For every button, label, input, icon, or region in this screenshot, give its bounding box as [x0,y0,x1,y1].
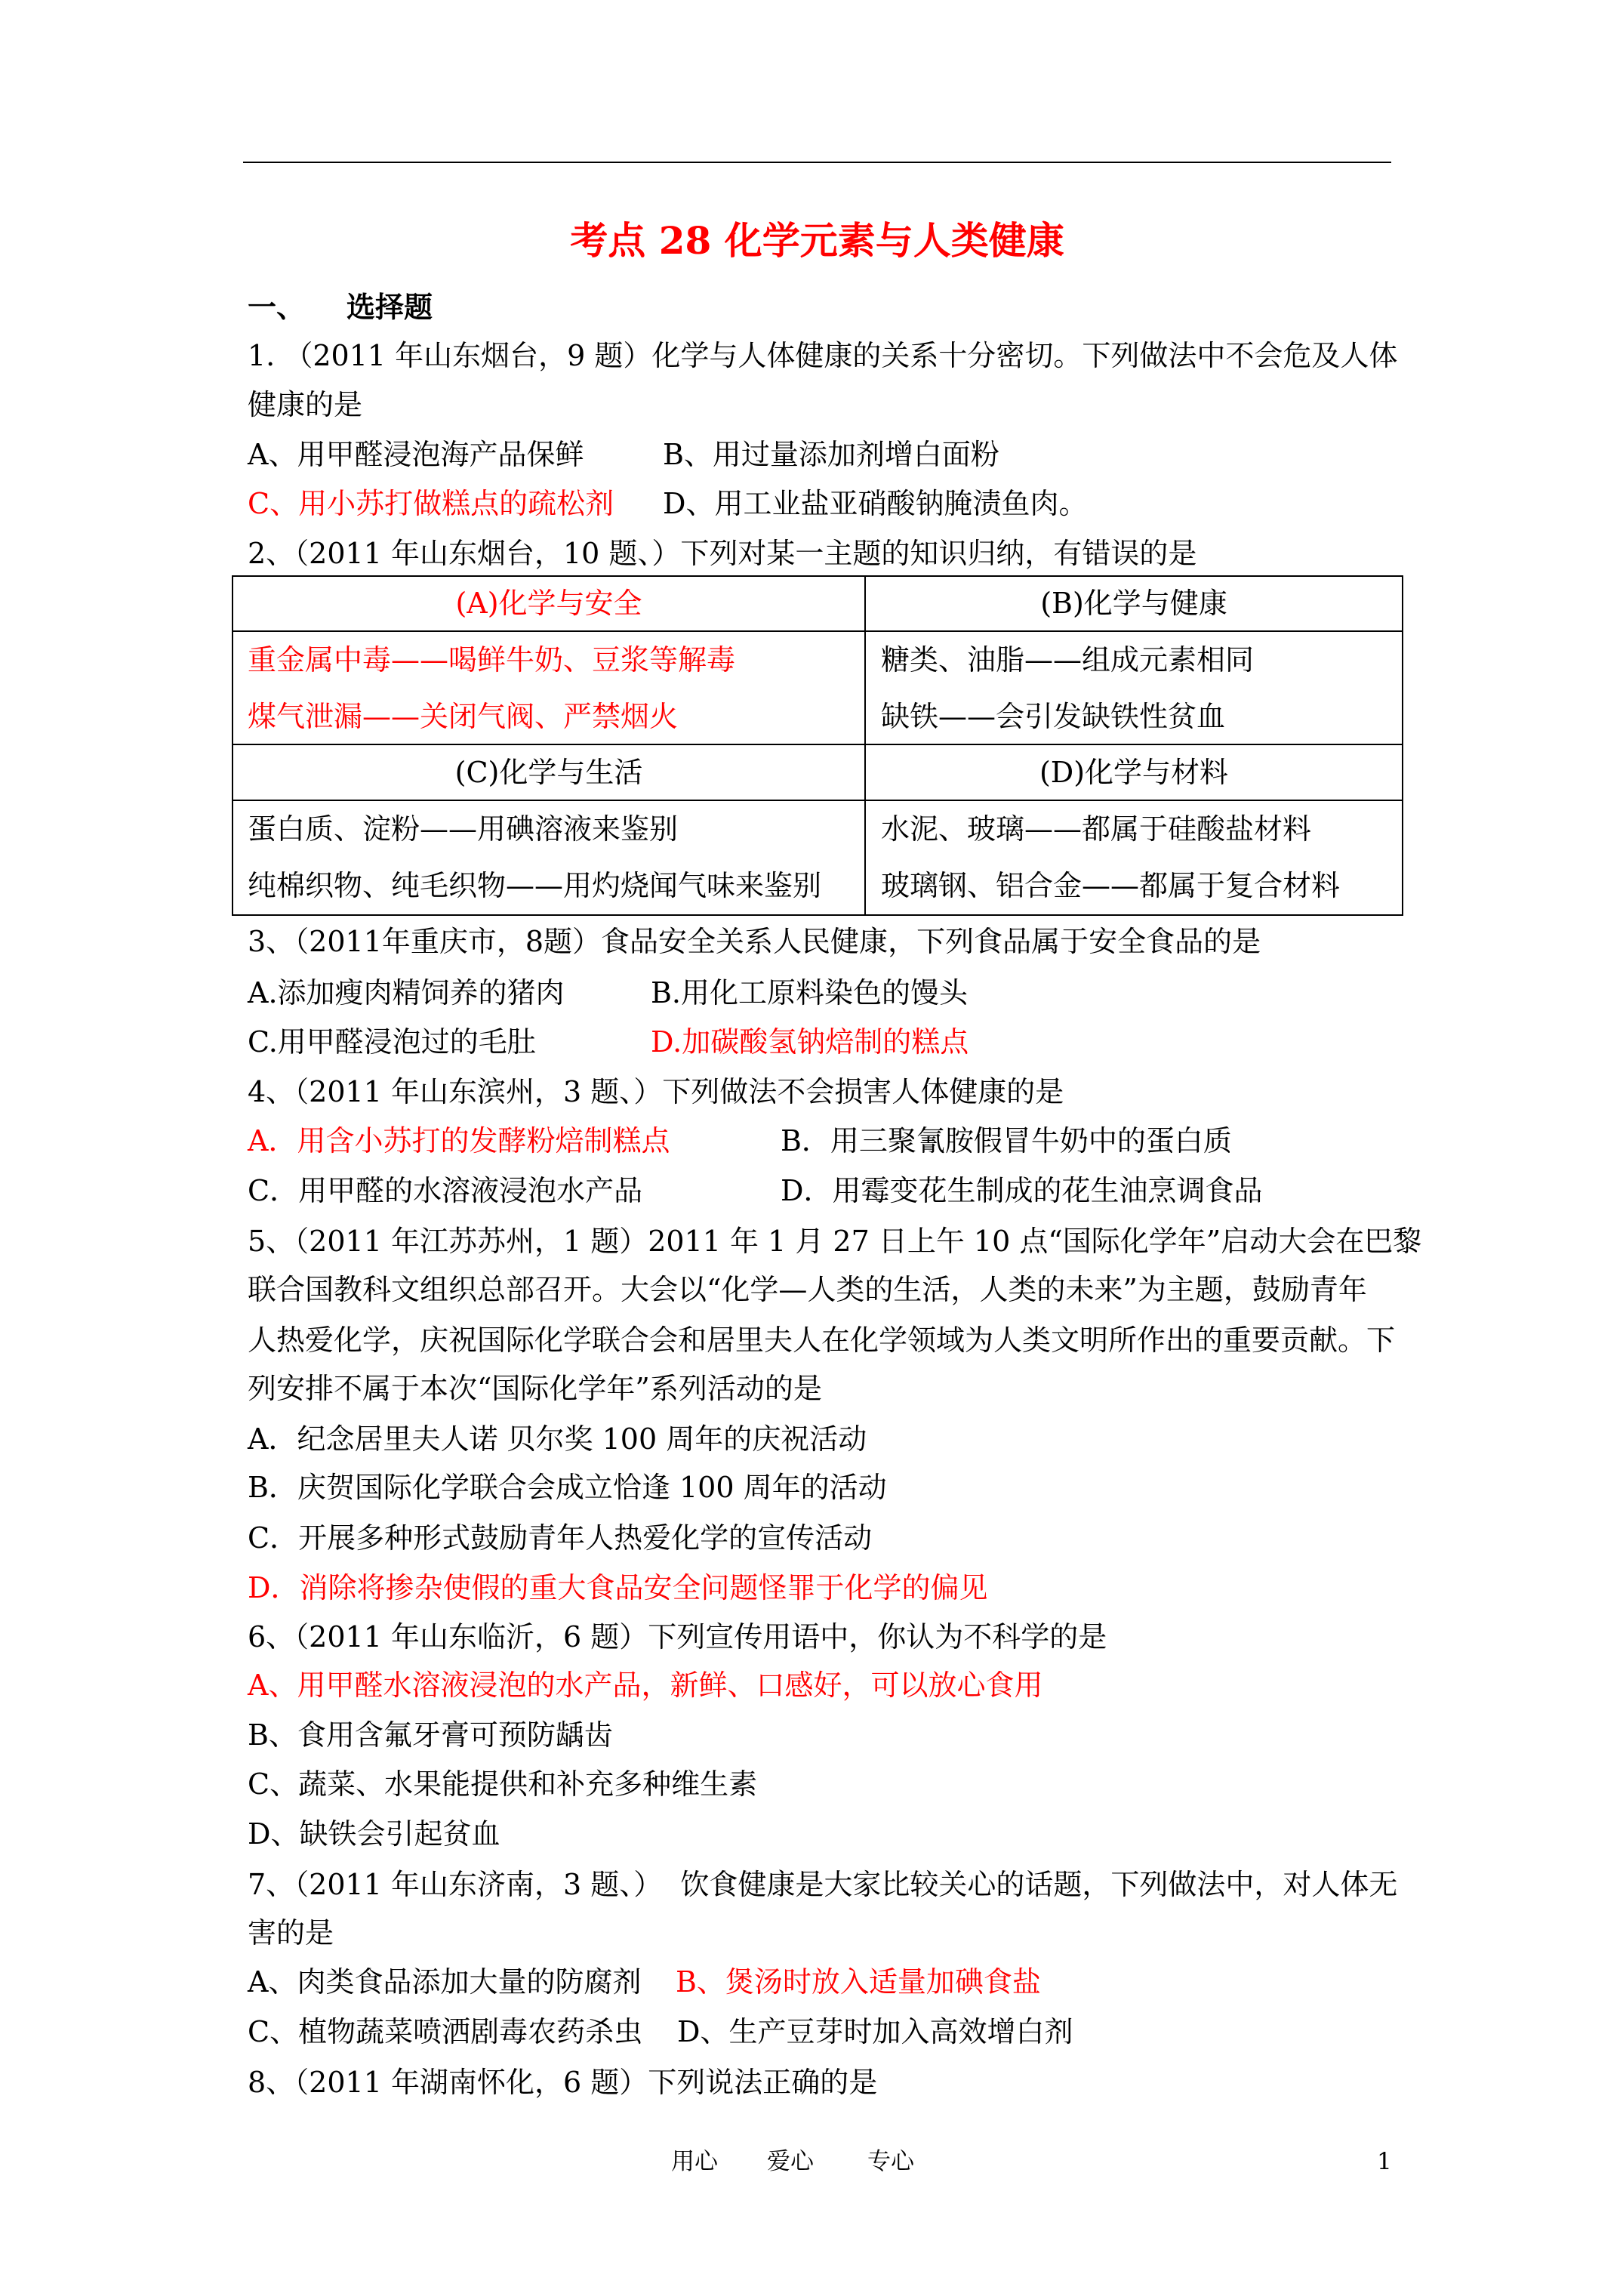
question-6-option-c: C、蔬菜、水果能提供和补充多种维生素 [248,1767,758,1801]
question-7-option-d: D、生产豆芽时加入高效增白剂 [677,2015,1073,2048]
question-3-option-b: B.用化工原料染色的馒头 [651,976,969,1009]
header-rule [243,162,1391,163]
question-7-option-c: C、植物蔬菜喷洒剧毒农药杀虫 [248,2015,643,2048]
question-1-option-b: B、用过量添加剂增白面粉 [663,438,999,471]
question-4-option-a: A．用含小苏打的发酵粉焙制糕点 [248,1124,670,1157]
table-theme-a-body [233,632,864,745]
question-5-stem-line-3: 人热爱化学，庆祝国际化学联合会和居里夫人在化学领域为人类文明所作出的重要贡献。下 [248,1324,1396,1357]
page-title: 考点 28 化学元素与人类健康 [570,218,1064,263]
question-4-stem-line-1: 4、（2011 年山东滨州，3 题、）下列做法不会损害人体健康的是 [248,1075,1064,1108]
table-theme-d-line-1: 水泥、玻璃——都属于硅酸盐材料 [881,812,1312,846]
question-5-option-c: C．开展多种形式鼓励青年人热爱化学的宣传活动 [248,1521,873,1555]
section-number: 一、 [248,290,306,324]
table-theme-a-line-1: 重金属中毒——喝鲜牛奶、豆浆等解毒 [248,643,736,676]
knowledge-table [232,575,1403,916]
footer-motto-1: 用心 [671,2148,718,2175]
page-number: 1 [1377,2148,1392,2175]
footer-motto-3: 专心 [867,2148,914,2175]
table-theme-a-heading: (A)化学与安全 [233,577,864,632]
question-3-option-c: C.用甲醛浸泡过的毛肚 [248,1025,536,1059]
table-theme-d-body [866,801,1402,914]
table-theme-a-line-2: 煤气泄漏——关闭气阀、严禁烟火 [248,700,679,733]
table-theme-c [233,745,866,914]
question-6-stem-line-1: 6、（2011 年山东临沂，6 题）下列宣传用语中，你认为不科学的是 [248,1620,1107,1653]
question-8-stem-line-1: 8、（2011 年湖南怀化，6 题）下列说法正确的是 [248,2066,878,2099]
question-7-stem-line-1: 7、（2011 年山东济南，3 题、） 饮食健康是大家比较关心的话题，下列做法中，对人体无 [248,1868,1398,1901]
table-theme-c-line-2: 纯棉织物、纯毛织物——用灼烧闻气味来鉴别 [248,869,822,902]
table-theme-c-heading: (C)化学与生活 [233,745,864,801]
question-6-option-a: A、用甲醛水溶液浸泡的水产品，新鲜、口感好，可以放心食用 [248,1669,1043,1702]
question-7-stem-line-2: 害的是 [248,1916,334,1949]
question-5-option-b: B．庆贺国际化学联合会成立恰逢 100 周年的活动 [248,1471,887,1504]
question-3-option-a: A.添加瘦肉精饲养的猪肉 [248,976,565,1009]
question-5-option-d: D．消除将掺杂使假的重大食品安全问题怪罪于化学的偏见 [248,1571,988,1604]
question-5-option-a: A．纪念居里夫人诺 贝尔奖 100 周年的庆祝活动 [248,1422,867,1456]
question-7-option-a: A、肉类食品添加大量的防腐剂 [248,1965,642,1999]
question-3-option-d: D.加碳酸氢钠焙制的糕点 [651,1025,969,1059]
question-1-stem-line-2: 健康的是 [248,388,363,421]
question-4-option-c: C．用甲醛的水溶液浸泡水产品 [248,1174,643,1207]
footer-motto-2: 爱心 [767,2148,814,2175]
question-5-stem-line-2: 联合国教科文组织总部召开。大会以“化学—人类的生活，人类的未来”为主题，鼓励青年 [248,1273,1367,1306]
table-theme-d-line-2: 玻璃钢、铝合金——都属于复合材料 [881,869,1341,902]
table-theme-c-line-1: 蛋白质、淀粉——用碘溶液来鉴别 [248,812,679,846]
question-4-option-b: B．用三聚氰胺假冒牛奶中的蛋白质 [781,1124,1232,1157]
question-1-option-c: C、用小苏打做糕点的疏松剂 [248,487,614,520]
question-6-option-d: D、缺铁会引起贫血 [248,1817,500,1851]
question-1-option-a: A、用甲醛浸泡海产品保鲜 [248,438,584,471]
question-6-option-b: B、食用含氟牙膏可预防龋齿 [248,1718,613,1752]
question-5-stem-line-4: 列安排不属于本次“国际化学年”系列活动的是 [248,1372,822,1405]
table-theme-b-heading: (B)化学与健康 [866,577,1402,632]
question-7-option-b: B、煲汤时放入适量加碘食盐 [676,1965,1041,1999]
table-theme-d-heading: (D)化学与材料 [866,745,1402,801]
table-theme-c-body [233,801,864,914]
table-theme-b-line-2: 缺铁——会引发缺铁性贫血 [881,700,1226,733]
question-2-stem-line-1: 2、（2011 年山东烟台，10 题、）下列对某一主题的知识归纳，有错误的是 [248,537,1197,570]
table-theme-d [866,745,1402,914]
table-theme-b-line-1: 糖类、油脂——组成元素相同 [881,643,1255,676]
section-label: 选择题 [346,290,433,324]
question-1-stem-line-1: 1. （2011 年山东烟台，9 题）化学与人体健康的关系十分密切。下列做法中不会危及人体 [248,339,1398,372]
question-4-option-d: D．用霉变花生制成的花生油烹调食品 [781,1174,1263,1207]
question-3-stem-line-1: 3、（2011年重庆市，8题）食品安全关系人民健康，下列食品属于安全食品的是 [248,925,1261,958]
question-1-option-d: D、用工业盐亚硝酸钠腌渍鱼肉。 [663,487,1088,520]
question-5-stem-line-1: 5、（2011 年江苏苏州，1 题）2011 年 1 月 27 日上午 10 点“国际化学年”启动大会在巴黎 [248,1225,1422,1258]
table-theme-a [233,577,866,745]
table-theme-b-body [866,632,1402,745]
table-theme-b [866,577,1402,745]
